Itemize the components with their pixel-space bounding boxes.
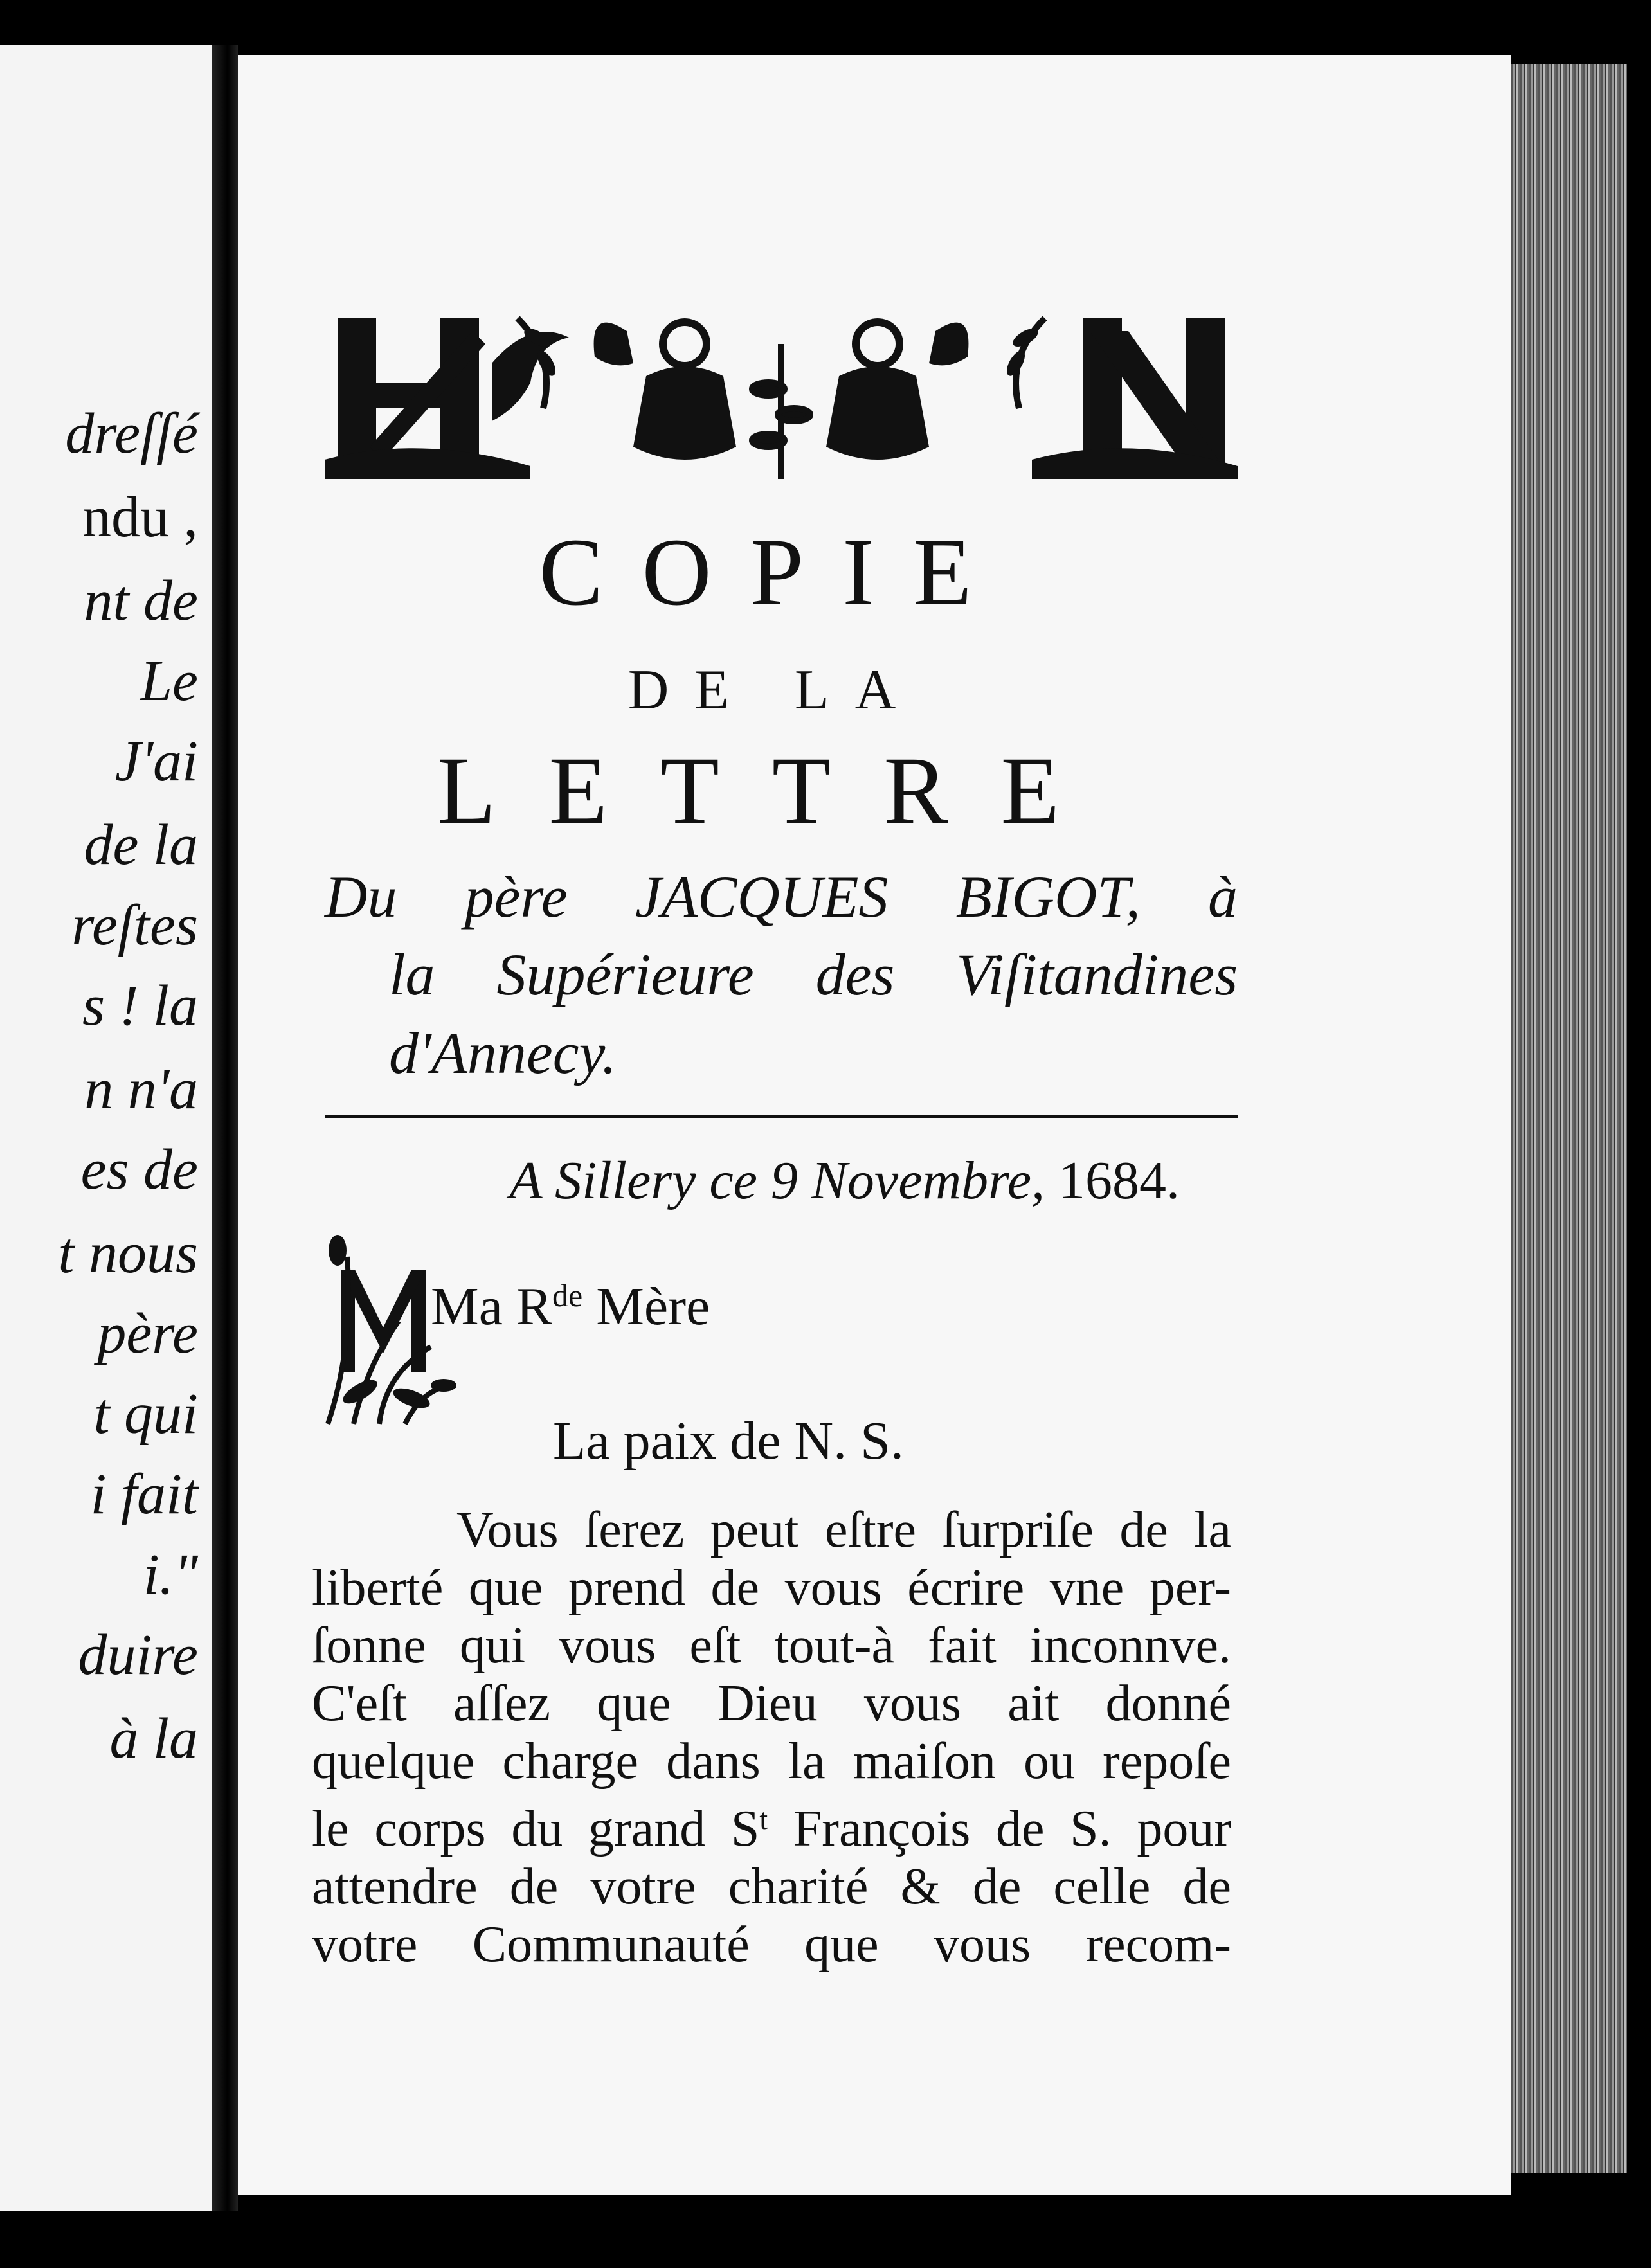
body-line: ſonne qui vous eſt tout-à fait inconnve. (312, 1617, 1231, 1674)
salutation (431, 1279, 710, 1334)
title-copie: COPIE (539, 519, 1011, 626)
left-page-line: J'ai (114, 730, 198, 793)
dateline-year: 1684. (1058, 1151, 1180, 1210)
subtitle-line: d'Annecy. (389, 1020, 617, 1086)
left-page-line: i fait (90, 1462, 198, 1526)
salutation-prefix: Ma R (431, 1277, 552, 1336)
salutation-suffix: Mère (582, 1277, 710, 1336)
subtitle (325, 858, 1238, 1092)
left-page-line: s ! la (82, 974, 198, 1038)
body-line: C'eſt aſſez que Dieu vous ait donné (312, 1675, 1231, 1732)
left-page-line: t qui (93, 1382, 198, 1446)
left-page-line: père (97, 1302, 198, 1365)
left-page-line: es de (80, 1138, 198, 1202)
title-lettre: LETTRE (437, 737, 1113, 844)
body-line: votre Communauté que vous recom- (312, 1916, 1231, 1973)
cherubs-and-foliage-headpiece-icon (325, 292, 1238, 492)
title-connector: DE LA (627, 659, 922, 721)
book-gutter (212, 45, 238, 2211)
left-page-line: nt de (84, 569, 198, 633)
subtitle-line: la Supérieure des Viſitandines (389, 942, 1238, 1008)
body-line-start: le corps du grand S (312, 1801, 760, 1857)
body-line: quelque charge dans la maiſon ou repoſe (312, 1733, 1231, 1790)
subtitle-line: Du père JACQUES BIGOT, à (325, 864, 1238, 930)
left-page-line: t nous (58, 1221, 198, 1285)
left-page-line: ndu , (82, 485, 198, 549)
body-line-superscript: t (759, 1803, 768, 1835)
left-page-line: de la (84, 813, 198, 877)
body-line-rest: François de S. pour (768, 1801, 1231, 1857)
body-line: liberté que prend de vous écrire vne per- (312, 1560, 1231, 1616)
left-page-line: dreſſé (65, 402, 198, 465)
left-page-line: duire (78, 1623, 198, 1687)
letter-body (312, 1501, 1231, 1974)
left-page-line: n n'a (84, 1058, 198, 1121)
left-page-line: reſtes (71, 894, 198, 957)
body-line (312, 1790, 1231, 1858)
horizontal-rule (325, 1115, 1238, 1118)
left-page-line: Le (140, 649, 198, 713)
body-line: Vous ſerez peut eſtre ſurpriſe de la (456, 1502, 1231, 1558)
salutation-superscript: de (552, 1277, 583, 1313)
dateline (325, 1151, 1180, 1210)
left-facing-page (0, 45, 212, 2211)
body-line: attendre de votre charité & de celle de (312, 1859, 1231, 1915)
page-edge (1511, 64, 1627, 2173)
greeting: La paix de N. S. (553, 1411, 904, 1471)
left-page-line: i." (143, 1543, 198, 1607)
left-page-line: à la (109, 1707, 198, 1770)
dateline-place-date: A Sillery ce 9 Novembre, (509, 1151, 1045, 1210)
